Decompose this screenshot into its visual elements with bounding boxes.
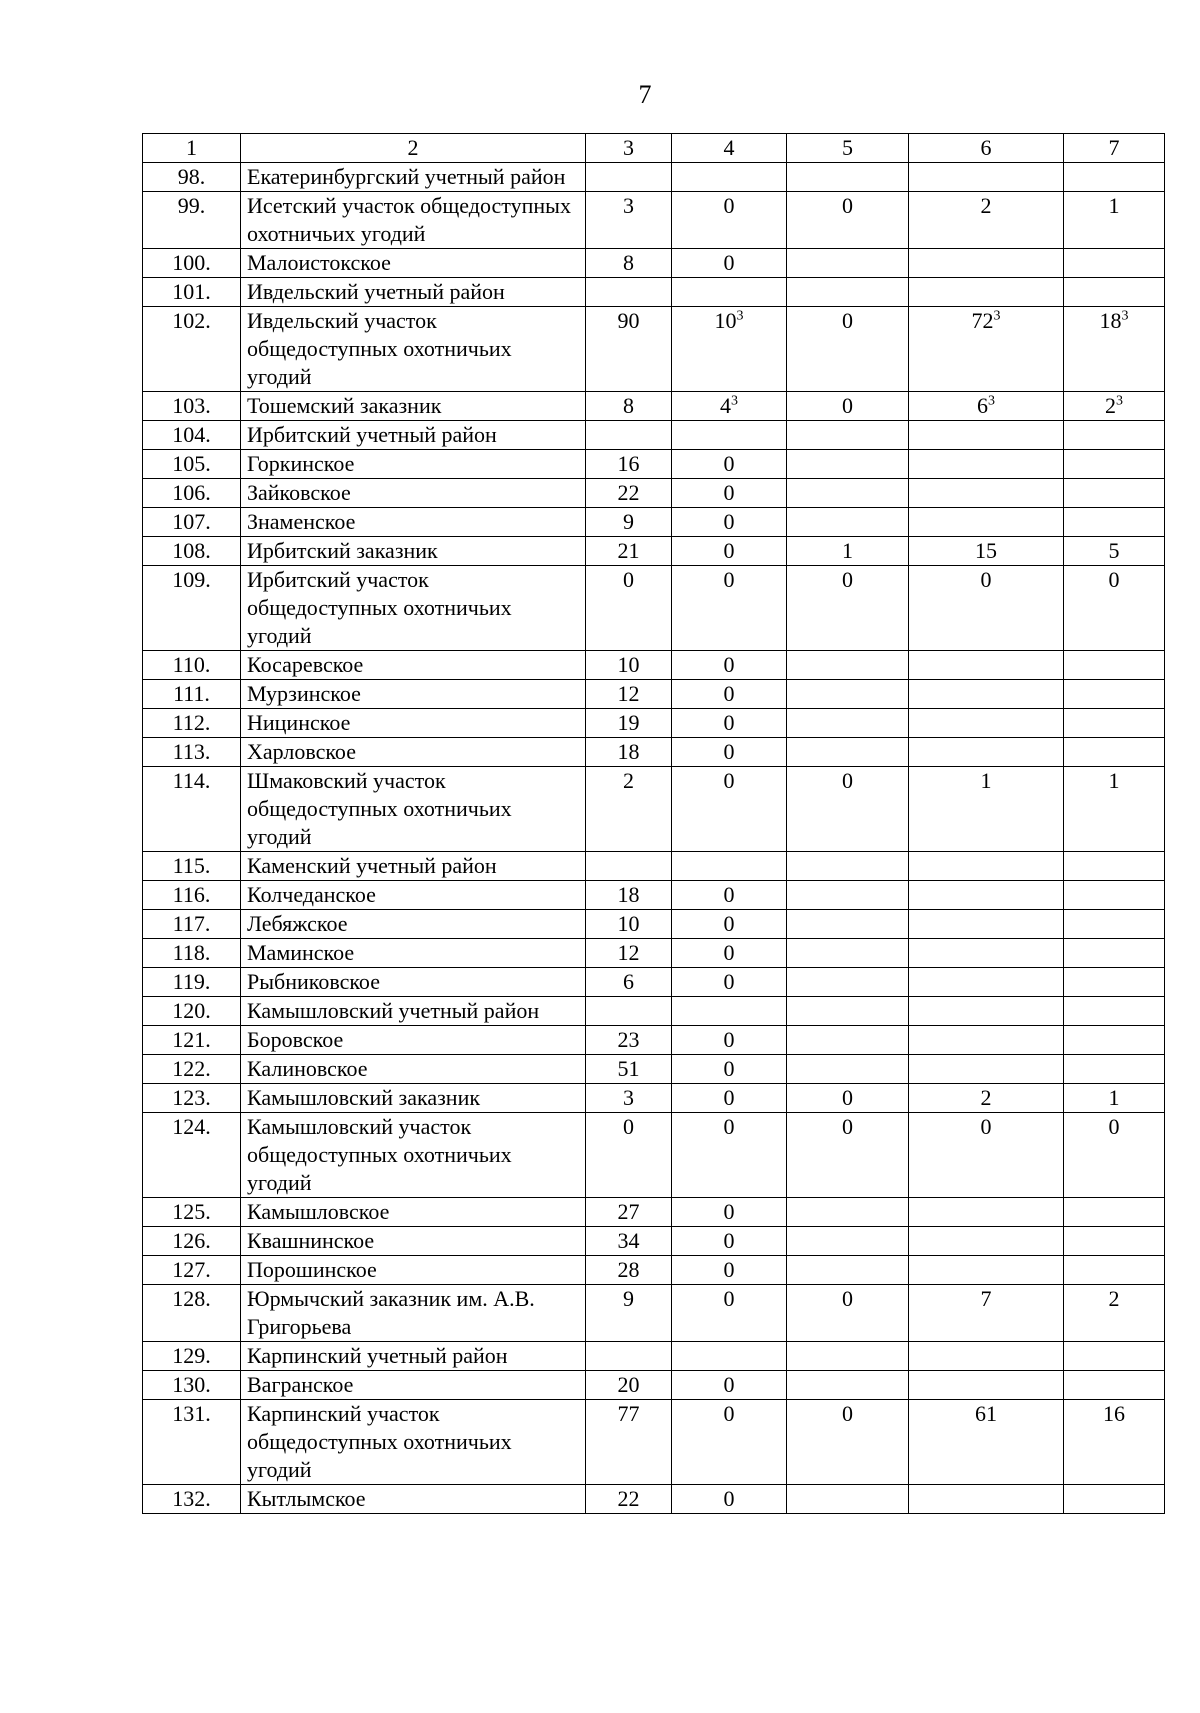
value-cell — [1064, 738, 1165, 767]
value-cell — [787, 881, 909, 910]
row-name-cell: Ивдельский участок общедоступных охотничьих угодий — [241, 307, 586, 392]
value-cell: 0 — [672, 738, 787, 767]
value-cell — [586, 163, 672, 192]
row-name-cell: Исетский участок общедоступных охотничьих угодий — [241, 192, 586, 249]
value-cell: 0 — [672, 1198, 787, 1227]
value-cell — [1064, 1055, 1165, 1084]
data-table — [142, 133, 1165, 1514]
row-number-cell: 131. — [143, 1400, 241, 1485]
row-name-cell: Лебяжское — [241, 910, 586, 939]
value-cell — [1064, 421, 1165, 450]
value-cell: 16 — [586, 450, 672, 479]
table-row — [143, 278, 1165, 307]
value-cell — [787, 1485, 909, 1514]
table-row — [143, 1285, 1165, 1342]
value-cell — [787, 709, 909, 738]
row-name-cell: Екатеринбургский учетный район — [241, 163, 586, 192]
value-cell — [1064, 680, 1165, 709]
value-cell: $2^3$ — [1064, 392, 1165, 421]
row-number-cell: 116. — [143, 881, 241, 910]
table-row — [143, 680, 1165, 709]
table-row — [143, 1256, 1165, 1285]
row-name-cell: Ирбитский учетный район — [241, 421, 586, 450]
value-cell: 0 — [672, 508, 787, 537]
row-name-cell: Ирбитский заказник — [241, 537, 586, 566]
table-row — [143, 881, 1165, 910]
value-cell — [1064, 1227, 1165, 1256]
row-number-cell: 129. — [143, 1342, 241, 1371]
value-cell — [787, 1342, 909, 1371]
value-cell — [1064, 709, 1165, 738]
table-row — [143, 767, 1165, 852]
row-number-cell: 120. — [143, 997, 241, 1026]
value-cell: 12 — [586, 680, 672, 709]
value-cell — [1064, 1256, 1165, 1285]
row-name-cell: Косаревское — [241, 651, 586, 680]
table-row — [143, 651, 1165, 680]
value-cell: 0 — [672, 1285, 787, 1342]
value-cell: 18 — [586, 881, 672, 910]
value-cell: 0 — [672, 939, 787, 968]
footnote-marker: 3 — [736, 308, 744, 324]
value-cell — [909, 450, 1064, 479]
table-row — [143, 163, 1165, 192]
value-cell: 0 — [672, 479, 787, 508]
row-number-cell: 111. — [143, 680, 241, 709]
value-cell: 0 — [787, 307, 909, 392]
row-name-cell: Горкинское — [241, 450, 586, 479]
value-cell — [672, 997, 787, 1026]
table-row — [143, 508, 1165, 537]
value-cell: 0 — [672, 651, 787, 680]
value-cell: 2 — [586, 767, 672, 852]
row-number-cell: 109. — [143, 566, 241, 651]
value-cell: 0 — [672, 968, 787, 997]
value-cell: 0 — [672, 881, 787, 910]
value-cell — [787, 1371, 909, 1400]
value-cell: 6 — [586, 968, 672, 997]
row-name-cell: Харловское — [241, 738, 586, 767]
table-row — [143, 852, 1165, 881]
row-number-cell: 101. — [143, 278, 241, 307]
value-cell — [909, 1227, 1064, 1256]
value-cell — [909, 508, 1064, 537]
value-cell — [586, 852, 672, 881]
row-name-cell: Юрмычский заказник им. А.В. Григорьева — [241, 1285, 586, 1342]
value-cell — [909, 881, 1064, 910]
value-cell — [1064, 651, 1165, 680]
value-cell — [909, 1026, 1064, 1055]
table-row — [143, 421, 1165, 450]
value-cell: 23 — [586, 1026, 672, 1055]
value-cell: 0 — [672, 1371, 787, 1400]
value-cell — [909, 651, 1064, 680]
value-cell: 0 — [909, 566, 1064, 651]
value-cell — [787, 1227, 909, 1256]
table-row — [143, 192, 1165, 249]
row-name-cell: Тошемский заказник — [241, 392, 586, 421]
table-row — [143, 738, 1165, 767]
row-name-cell: Камышловский заказник — [241, 1084, 586, 1113]
value-cell — [909, 738, 1064, 767]
value-cell: 0 — [672, 1113, 787, 1198]
value-cell: 51 — [586, 1055, 672, 1084]
value-cell — [1064, 1198, 1165, 1227]
value-cell: 9 — [586, 1285, 672, 1342]
table-row — [143, 537, 1165, 566]
row-name-cell: Ирбитский участок общедоступных охотничьих угодий — [241, 566, 586, 651]
table-row — [143, 392, 1165, 421]
value-cell — [1064, 479, 1165, 508]
row-number-cell: 106. — [143, 479, 241, 508]
value-cell: 0 — [672, 1084, 787, 1113]
row-number-cell: 104. — [143, 421, 241, 450]
footnote-marker: 3 — [993, 308, 1001, 324]
row-name-cell: Камышловский учетный район — [241, 997, 586, 1026]
value-cell: 10 — [586, 910, 672, 939]
value-cell — [672, 852, 787, 881]
row-number-cell: 119. — [143, 968, 241, 997]
header-row — [143, 134, 1165, 163]
value-cell — [909, 1371, 1064, 1400]
value-cell: $10^3$ — [672, 307, 787, 392]
value-cell — [1064, 508, 1165, 537]
value-cell — [909, 680, 1064, 709]
value-cell — [787, 968, 909, 997]
value-cell: 2 — [1064, 1285, 1165, 1342]
row-number-cell: 105. — [143, 450, 241, 479]
value-cell: 12 — [586, 939, 672, 968]
value-cell — [1064, 163, 1165, 192]
value-cell — [1064, 910, 1165, 939]
value-cell: 0 — [1064, 566, 1165, 651]
value-cell — [672, 163, 787, 192]
value-cell: $4^3$ — [672, 392, 787, 421]
table-row — [143, 1400, 1165, 1485]
row-number-cell: 123. — [143, 1084, 241, 1113]
value-cell — [787, 1256, 909, 1285]
value-cell — [1064, 1485, 1165, 1514]
value-cell: 0 — [672, 1485, 787, 1514]
value-cell: 77 — [586, 1400, 672, 1485]
row-number-cell: 121. — [143, 1026, 241, 1055]
value-cell — [787, 163, 909, 192]
value-cell — [1064, 997, 1165, 1026]
table-row — [143, 1342, 1165, 1371]
value-cell: 3 — [586, 1084, 672, 1113]
value-cell — [1064, 278, 1165, 307]
row-number-cell: 128. — [143, 1285, 241, 1342]
row-name-cell: Боровское — [241, 1026, 586, 1055]
row-number-cell: 110. — [143, 651, 241, 680]
table-row — [143, 1026, 1165, 1055]
value-cell — [787, 939, 909, 968]
value-cell: 21 — [586, 537, 672, 566]
table-row — [143, 1113, 1165, 1198]
value-cell: 0 — [672, 1400, 787, 1485]
value-cell — [787, 1198, 909, 1227]
row-name-cell: Порошинское — [241, 1256, 586, 1285]
column-header: 1 — [143, 134, 241, 163]
row-number-cell: 107. — [143, 508, 241, 537]
value-cell — [1064, 1371, 1165, 1400]
row-number-cell: 130. — [143, 1371, 241, 1400]
value-cell — [909, 910, 1064, 939]
value-cell: 0 — [672, 1026, 787, 1055]
footnote-marker: 3 — [988, 393, 995, 409]
value-cell: 0 — [672, 767, 787, 852]
value-cell: 1 — [1064, 1084, 1165, 1113]
row-number-cell: 125. — [143, 1198, 241, 1227]
value-cell: 10 — [586, 651, 672, 680]
value-cell: 0 — [672, 1055, 787, 1084]
row-name-cell: Рыбниковское — [241, 968, 586, 997]
value-cell — [909, 997, 1064, 1026]
table-row — [143, 307, 1165, 392]
value-cell — [1064, 852, 1165, 881]
table-row — [143, 1198, 1165, 1227]
value-cell — [672, 421, 787, 450]
value-cell: 90 — [586, 307, 672, 392]
page-number: 7 — [638, 80, 652, 109]
value-cell: 22 — [586, 479, 672, 508]
value-cell — [909, 1055, 1064, 1084]
value-cell: 7 — [909, 1285, 1064, 1342]
value-cell: 0 — [787, 192, 909, 249]
row-number-cell: 108. — [143, 537, 241, 566]
value-cell: 2 — [909, 192, 1064, 249]
table-row — [143, 939, 1165, 968]
table-row — [143, 1371, 1165, 1400]
value-cell: 0 — [586, 566, 672, 651]
value-cell: 20 — [586, 1371, 672, 1400]
row-number-cell: 127. — [143, 1256, 241, 1285]
value-cell — [909, 1342, 1064, 1371]
row-name-cell: Каменский учетный район — [241, 852, 586, 881]
value-cell: 1 — [787, 537, 909, 566]
value-cell — [787, 508, 909, 537]
row-name-cell: Колчеданское — [241, 881, 586, 910]
value-cell — [586, 421, 672, 450]
value-cell — [787, 997, 909, 1026]
value-cell — [787, 1055, 909, 1084]
value-cell — [787, 421, 909, 450]
value-cell — [787, 910, 909, 939]
value-cell — [909, 852, 1064, 881]
column-header: 5 — [787, 134, 909, 163]
footnote-marker: 3 — [731, 393, 738, 409]
value-cell: 0 — [787, 1113, 909, 1198]
row-name-cell: Карпинский участок общедоступных охотничьих угодий — [241, 1400, 586, 1485]
table-row — [143, 1084, 1165, 1113]
value-cell: 15 — [909, 537, 1064, 566]
table-row — [143, 566, 1165, 651]
value-cell — [909, 939, 1064, 968]
value-cell — [1064, 450, 1165, 479]
row-name-cell: Камышловское — [241, 1198, 586, 1227]
column-header: 2 — [241, 134, 586, 163]
value-cell: 0 — [672, 450, 787, 479]
column-header: 7 — [1064, 134, 1165, 163]
row-name-cell: Камышловский участок общедоступных охотничьих угодий — [241, 1113, 586, 1198]
row-name-cell: Квашнинское — [241, 1227, 586, 1256]
value-cell — [672, 278, 787, 307]
value-cell — [787, 479, 909, 508]
value-cell: 18 — [586, 738, 672, 767]
value-cell — [1064, 968, 1165, 997]
value-cell — [1064, 249, 1165, 278]
row-number-cell: 114. — [143, 767, 241, 852]
row-name-cell: Ницинское — [241, 709, 586, 738]
value-cell — [909, 709, 1064, 738]
value-cell: 0 — [787, 1400, 909, 1485]
footnote-marker: 3 — [1116, 393, 1123, 409]
value-cell: 1 — [909, 767, 1064, 852]
value-cell — [787, 738, 909, 767]
value-cell: 0 — [787, 1084, 909, 1113]
value-cell — [909, 1485, 1064, 1514]
row-number-cell: 99. — [143, 192, 241, 249]
row-number-cell: 132. — [143, 1485, 241, 1514]
value-cell: 0 — [672, 192, 787, 249]
table-body — [143, 163, 1165, 1514]
row-number-cell: 100. — [143, 249, 241, 278]
value-cell: 28 — [586, 1256, 672, 1285]
value-cell — [1064, 939, 1165, 968]
row-name-cell: Зайковское — [241, 479, 586, 508]
value-cell — [909, 249, 1064, 278]
value-cell: 8 — [586, 392, 672, 421]
column-header: 6 — [909, 134, 1064, 163]
value-cell: 0 — [672, 910, 787, 939]
table-row — [143, 479, 1165, 508]
value-cell: 0 — [672, 566, 787, 651]
value-cell — [909, 1198, 1064, 1227]
value-cell — [909, 479, 1064, 508]
value-cell — [787, 680, 909, 709]
value-cell: 1 — [1064, 767, 1165, 852]
footnote-marker: 3 — [1121, 308, 1129, 324]
row-name-cell: Вагранское — [241, 1371, 586, 1400]
value-cell — [1064, 881, 1165, 910]
value-cell: 0 — [672, 1256, 787, 1285]
table-row — [143, 1485, 1165, 1514]
row-number-cell: 98. — [143, 163, 241, 192]
value-cell — [909, 278, 1064, 307]
value-cell: 8 — [586, 249, 672, 278]
value-cell: 27 — [586, 1198, 672, 1227]
value-cell — [787, 1026, 909, 1055]
row-number-cell: 112. — [143, 709, 241, 738]
row-number-cell: 118. — [143, 939, 241, 968]
value-cell: 2 — [909, 1084, 1064, 1113]
row-name-cell: Ивдельский учетный район — [241, 278, 586, 307]
value-cell: 16 — [1064, 1400, 1165, 1485]
value-cell: 3 — [586, 192, 672, 249]
value-cell: 0 — [586, 1113, 672, 1198]
table-row — [143, 910, 1165, 939]
value-cell: 9 — [586, 508, 672, 537]
value-cell — [586, 278, 672, 307]
value-cell: 22 — [586, 1485, 672, 1514]
value-cell: 0 — [1064, 1113, 1165, 1198]
table-row — [143, 709, 1165, 738]
value-cell: 19 — [586, 709, 672, 738]
value-cell: 0 — [672, 249, 787, 278]
row-name-cell: Знаменское — [241, 508, 586, 537]
row-name-cell: Кытлымское — [241, 1485, 586, 1514]
table-row — [143, 450, 1165, 479]
value-cell — [1064, 1026, 1165, 1055]
value-cell: 1 — [1064, 192, 1165, 249]
row-name-cell: Калиновское — [241, 1055, 586, 1084]
value-cell — [787, 278, 909, 307]
value-cell — [672, 1342, 787, 1371]
value-cell — [909, 1256, 1064, 1285]
row-name-cell: Маминское — [241, 939, 586, 968]
column-header: 4 — [672, 134, 787, 163]
value-cell — [909, 163, 1064, 192]
value-cell — [909, 968, 1064, 997]
table-row — [143, 1227, 1165, 1256]
value-cell: 0 — [787, 767, 909, 852]
row-name-cell: Мурзинское — [241, 680, 586, 709]
value-cell — [586, 1342, 672, 1371]
value-cell — [787, 450, 909, 479]
value-cell: 0 — [672, 680, 787, 709]
row-name-cell: Карпинский учетный район — [241, 1342, 586, 1371]
value-cell: 0 — [672, 537, 787, 566]
value-cell: $18^3$ — [1064, 307, 1165, 392]
value-cell — [909, 421, 1064, 450]
value-cell: $6^3$ — [909, 392, 1064, 421]
value-cell: 61 — [909, 1400, 1064, 1485]
row-number-cell: 126. — [143, 1227, 241, 1256]
row-number-cell: 103. — [143, 392, 241, 421]
row-name-cell: Шмаковский участок общедоступных охотничьих угодий — [241, 767, 586, 852]
table-row — [143, 997, 1165, 1026]
row-name-cell: Малоистокское — [241, 249, 586, 278]
row-number-cell: 124. — [143, 1113, 241, 1198]
table-row — [143, 968, 1165, 997]
value-cell: 5 — [1064, 537, 1165, 566]
value-cell: 0 — [672, 1227, 787, 1256]
value-cell — [1064, 1342, 1165, 1371]
value-cell — [787, 651, 909, 680]
row-number-cell: 102. — [143, 307, 241, 392]
value-cell: 0 — [787, 566, 909, 651]
value-cell: 0 — [672, 709, 787, 738]
table-row — [143, 1055, 1165, 1084]
value-cell: 0 — [787, 392, 909, 421]
value-cell: 0 — [909, 1113, 1064, 1198]
value-cell — [787, 852, 909, 881]
table-row — [143, 249, 1165, 278]
row-number-cell: 115. — [143, 852, 241, 881]
value-cell: 34 — [586, 1227, 672, 1256]
row-number-cell: 113. — [143, 738, 241, 767]
row-number-cell: 117. — [143, 910, 241, 939]
row-number-cell: 122. — [143, 1055, 241, 1084]
value-cell — [787, 249, 909, 278]
value-cell: 0 — [787, 1285, 909, 1342]
value-cell — [586, 997, 672, 1026]
value-cell: $72^3$ — [909, 307, 1064, 392]
column-header: 3 — [586, 134, 672, 163]
